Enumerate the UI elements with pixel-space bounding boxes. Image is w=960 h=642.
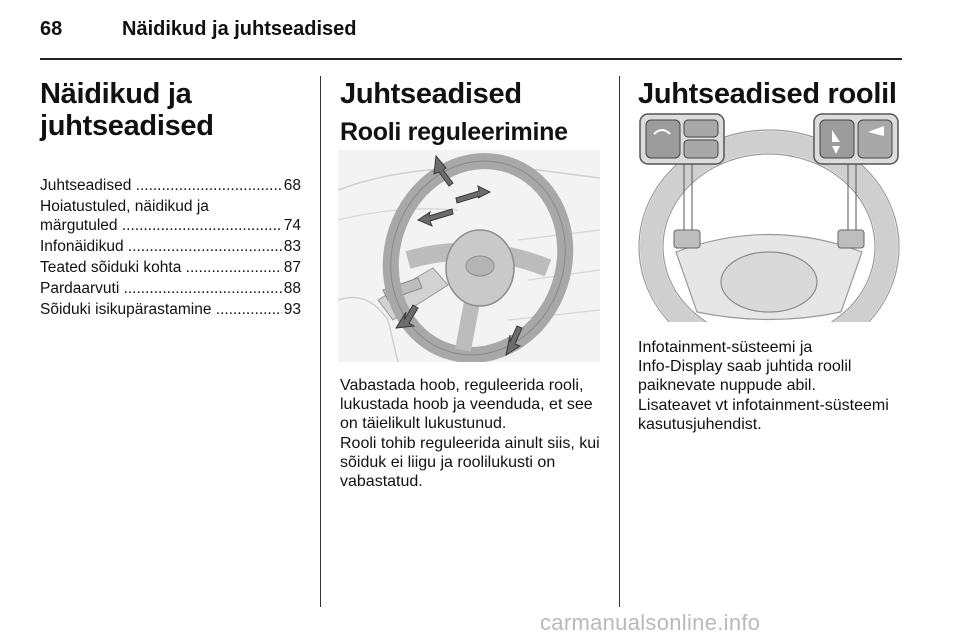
column-divider <box>320 76 321 607</box>
section-heading: Juhtseadised roolil <box>638 78 897 110</box>
page-number: 68 <box>40 18 63 40</box>
watermark: carmanualsonline.info <box>540 610 761 635</box>
reference-paragraph: Lisateavet vt infotainment-süsteemi kasutusjuhendist. <box>638 397 889 433</box>
toc-item[interactable]: Sõiduki isikupärastamine ..... 93 <box>40 300 301 319</box>
toc-item[interactable]: Juhtseadised ..... 68 <box>40 176 301 195</box>
header-rule <box>40 58 902 60</box>
toc-item[interactable]: Teated sõiduki kohta ..... 87 <box>40 258 301 277</box>
toc-item[interactable]: Infonäidikud ..... 83 <box>40 237 301 256</box>
steering-adjustment-illustration <box>338 150 600 362</box>
column-divider <box>619 76 620 607</box>
toc-item[interactable]: Pardaarvuti ..... 88 <box>40 279 301 298</box>
chapter-heading: Näidikud ja juhtseadised <box>40 78 214 142</box>
section-heading: Juhtseadised <box>340 78 522 110</box>
instruction-paragraph: Vabastada hoob, reguleerida rooli, lukustada hoob ja veenduda, et see on täielikult lukustunud. <box>340 377 593 432</box>
steering-wheel-controls-illustration <box>636 112 902 322</box>
info-paragraph: Infotainment-süsteemi ja Info-Display saab juhtida roolil paiknevate nuppude abil. <box>638 339 852 394</box>
warning-paragraph: Rooli tohib reguleerida ainult siis, kui sõiduk ei liigu ja roolilukusti on vabastatud. <box>340 435 600 490</box>
subsection-heading: Rooli reguleerimine <box>340 118 568 146</box>
table-of-contents <box>40 176 301 321</box>
toc-item[interactable]: Hoiatustuled, näidikud ja märgutuled ..... 74 <box>40 197 301 235</box>
running-header: Näidikud ja juhtseadised <box>122 18 357 40</box>
